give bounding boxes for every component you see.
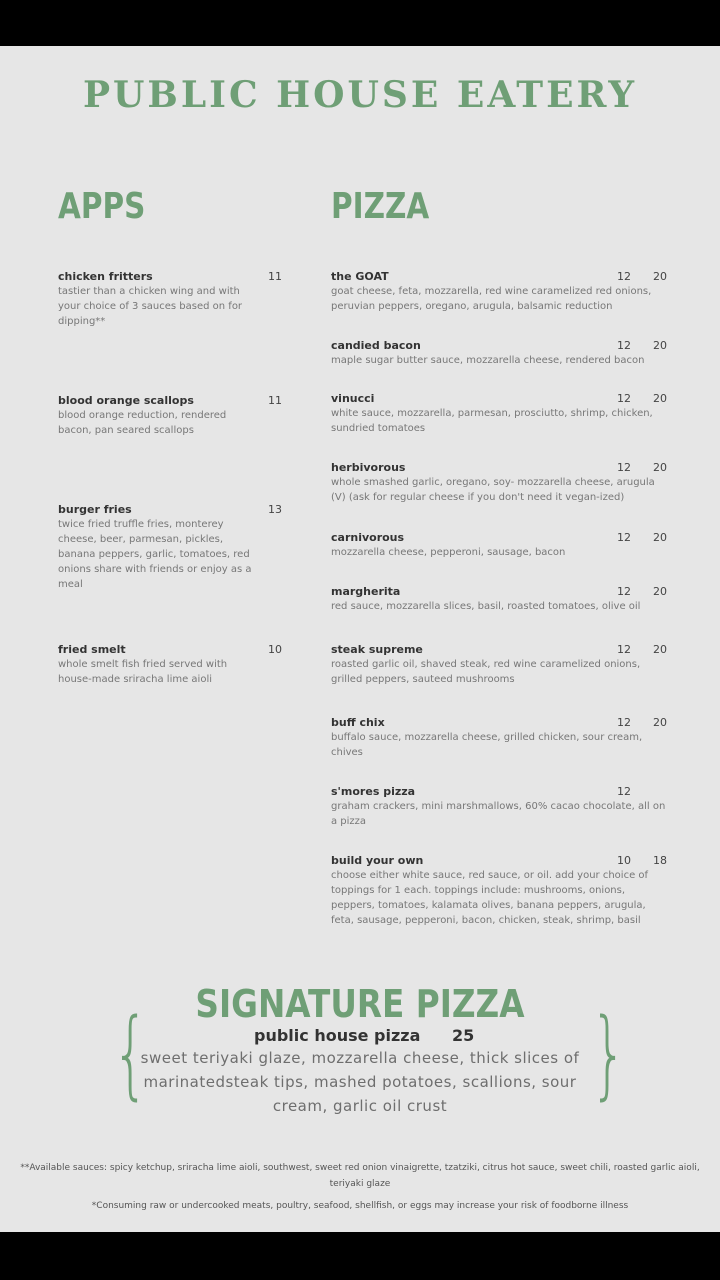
top-bar <box>0 0 720 46</box>
menu-item <box>331 392 671 436</box>
item-name: candied bacon <box>331 339 421 352</box>
restaurant-title: PUBLIC HOUSE EATERY <box>82 74 638 116</box>
item-price-large: 18 <box>653 854 667 867</box>
menu-item <box>58 643 283 687</box>
food-safety-warning: *Consuming raw or undercooked meats, poultry, seafood, shellfish, or eggs may increase your risk of foodborne illness <box>91 1201 629 1211</box>
signature-heading: SIGNATURE PIZZA <box>195 982 525 1026</box>
item-price-small: 12 <box>617 339 631 352</box>
item-name: herbivorous <box>331 461 406 474</box>
item-price-small: 12 <box>617 461 631 474</box>
item-price-large: 20 <box>653 643 667 656</box>
menu-item <box>58 503 283 592</box>
item-name: carnivorous <box>331 531 405 544</box>
item-price-small: 10 <box>617 854 631 867</box>
sauces-note: **Available sauces: spicy ketchup, sriracha lime aioli, southwest, sweet red onion vinaigrette, tzatziki, citrus hot sauce, sweet chili, roasted garlic aioli, teriyaki glaze <box>20 1163 700 1189</box>
menu-item <box>331 785 671 829</box>
menu-item <box>331 854 671 928</box>
signature-item-description: sweet teriyaki glaze, mozzarella cheese, thick slices of marinatedsteak tips, mashed potatoes, scallions, sour cream, garlic oil crust <box>140 1049 580 1115</box>
apps-heading: APPS <box>58 186 146 227</box>
menu-item <box>331 270 671 314</box>
item-description: graham crackers, mini marshmallows, 60% cacao chocolate, all on a pizza <box>331 801 666 827</box>
menu-item <box>331 643 671 687</box>
item-price: 13 <box>268 503 282 516</box>
item-price-small: 12 <box>617 643 631 656</box>
signature-item-name: public house pizza <box>254 1026 421 1045</box>
item-price: 11 <box>268 394 282 407</box>
item-description: blood orange reduction, rendered bacon, pan seared scallops <box>58 410 227 436</box>
item-price: 11 <box>268 270 282 283</box>
menu-item <box>331 585 671 614</box>
item-name: steak supreme <box>331 643 423 656</box>
item-description: tastier than a chicken wing and with your choice of 3 sauces based on for dipping** <box>58 286 243 327</box>
left-brace-icon: { <box>112 998 149 1110</box>
item-price-large: 20 <box>653 270 667 283</box>
item-price-small: 12 <box>617 785 631 798</box>
item-name: margherita <box>331 585 401 598</box>
item-name: buff chix <box>331 716 385 729</box>
item-name: build your own <box>331 854 424 867</box>
item-price: 10 <box>268 643 282 656</box>
item-name: chicken fritters <box>58 270 153 283</box>
item-name: s'mores pizza <box>331 785 416 798</box>
item-description: choose either white sauce, red sauce, or oil. add your choice of toppings for 1 each. toppings include: mushrooms, onions, peppers, tomatoes, kalamata olives, banana peppers, arugula, feta, sausage, pepperoni, bacon, chicken, steak, shrimp, basil <box>331 870 649 926</box>
menu-item <box>58 394 283 438</box>
menu-item <box>331 716 671 760</box>
item-price-large: 20 <box>653 339 667 352</box>
item-price-large: 20 <box>653 392 667 405</box>
item-description: white sauce, mozzarella, parmesan, prosciutto, shrimp, chicken, sundried tomatoes <box>331 408 653 434</box>
item-name: the GOAT <box>331 270 389 283</box>
item-price-small: 12 <box>617 270 631 283</box>
item-price-large: 20 <box>653 585 667 598</box>
item-description: mozzarella cheese, pepperoni, sausage, bacon <box>331 547 566 558</box>
item-price-large: 20 <box>653 716 667 729</box>
item-name: blood orange scallops <box>58 394 194 407</box>
item-description: twice fried truffle fries, monterey cheese, beer, parmesan, pickles, banana peppers, garlic, tomatoes, red onions share with friends or enjoy as a meal <box>58 519 252 590</box>
item-description: roasted garlic oil, shaved steak, red wine caramelized onions, grilled peppers, sauteed mushrooms <box>331 659 641 685</box>
item-name: fried smelt <box>58 643 126 656</box>
menu-item <box>331 531 671 560</box>
item-description: goat cheese, feta, mozzarella, red wine caramelized red onions, peruvian peppers, oregano, arugula, balsamic reduction <box>331 286 652 312</box>
item-price-small: 12 <box>617 585 631 598</box>
item-description: whole smashed garlic, oregano, soy- mozzarella cheese, arugula (V) (ask for regular cheese if you don't need it vegan-ized) <box>331 477 655 503</box>
item-description: maple sugar butter sauce, mozzarella cheese, rendered bacon <box>331 355 645 366</box>
right-brace-icon: } <box>590 998 627 1110</box>
item-name: burger fries <box>58 503 132 516</box>
menu-item <box>331 461 671 505</box>
item-description: red sauce, mozzarella slices, basil, roasted tomatoes, olive oil <box>331 601 641 612</box>
menu-item <box>58 270 283 329</box>
item-price-small: 12 <box>617 531 631 544</box>
item-price-small: 12 <box>617 392 631 405</box>
item-description: whole smelt fish fried served with house-made sriracha lime aioli <box>58 659 228 685</box>
pizza-heading: PIZZA <box>331 186 430 227</box>
item-price-large: 20 <box>653 531 667 544</box>
menu-page <box>0 46 720 1232</box>
menu-item <box>331 339 671 368</box>
item-name: vinucci <box>331 392 375 405</box>
item-price-large: 20 <box>653 461 667 474</box>
bottom-bar <box>0 1232 720 1280</box>
item-description: buffalo sauce, mozzarella cheese, grilled chicken, sour cream, chives <box>331 732 643 758</box>
item-price-small: 12 <box>617 716 631 729</box>
signature-item-price: 25 <box>452 1026 475 1045</box>
